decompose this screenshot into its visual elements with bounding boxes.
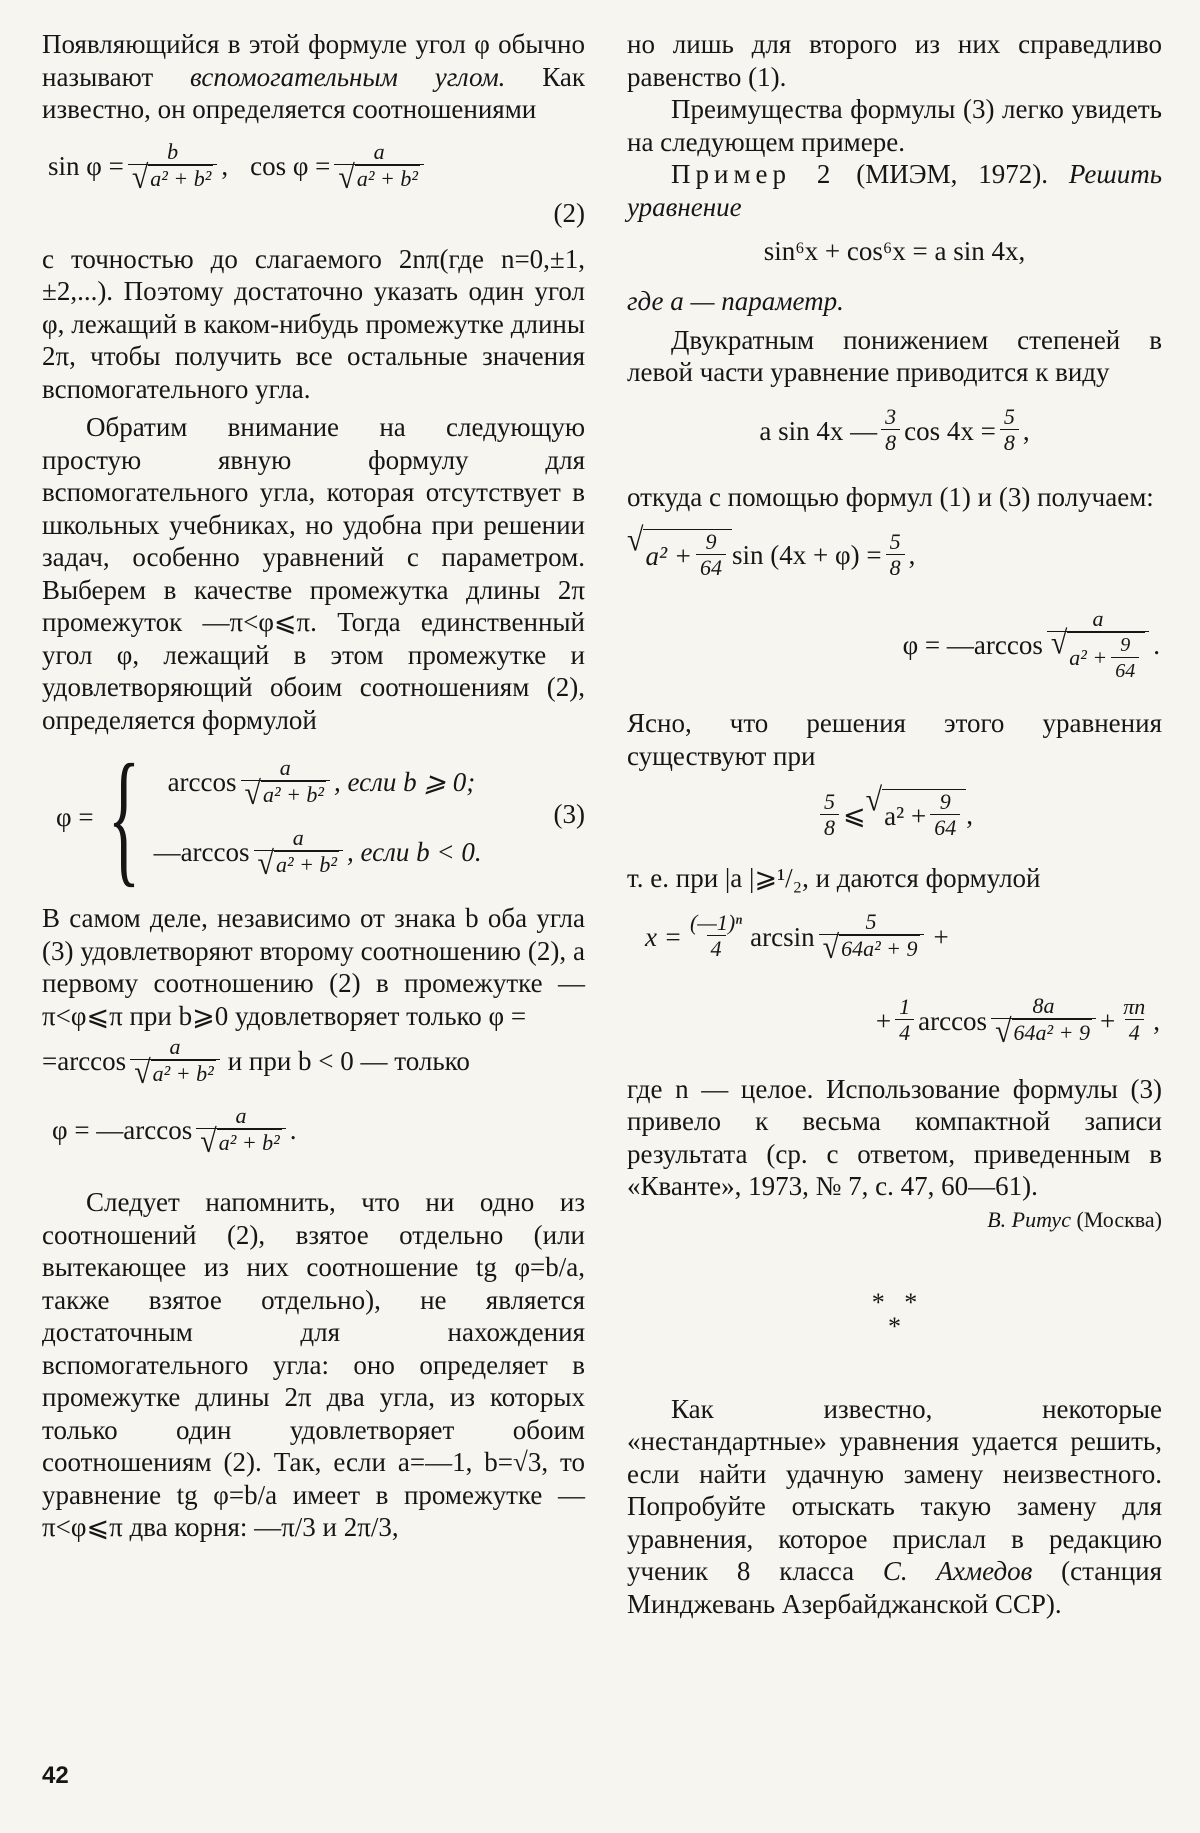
- denominator: [254, 844, 344, 882]
- denominator: [196, 1122, 286, 1160]
- radical-icon: √: [627, 522, 644, 559]
- eq-text: +: [1099, 1005, 1116, 1036]
- text: (МИЭМ, 1972).: [856, 159, 1048, 189]
- radicand: [1067, 632, 1145, 684]
- denominator: 64: [1111, 657, 1139, 684]
- numerator: a: [169, 1033, 181, 1059]
- denominator: 4: [1125, 1019, 1144, 1046]
- denominator: [128, 158, 218, 196]
- eq-text: и при b < 0 — только: [227, 1046, 470, 1076]
- section-divider: [627, 1287, 1162, 1341]
- eq-text: ,: [1153, 1005, 1160, 1036]
- fraction: [686, 911, 746, 962]
- paragraph: [627, 1393, 1162, 1621]
- fraction: [819, 909, 924, 966]
- paragraph: где n — целое. Использование формулы (3) привело к весьма компактной записи результата (ср. с ответом, приведенным в «Кванте», 1973, № 7, с. 47, 60—61).: [627, 1073, 1162, 1201]
- radical-icon: √: [244, 774, 261, 812]
- eq-text: ,: [908, 540, 916, 570]
- signature: [627, 1207, 1162, 1233]
- cases: [154, 747, 482, 887]
- eq-text: ,: [966, 800, 973, 830]
- equation: [627, 597, 1162, 693]
- denominator: [334, 158, 424, 196]
- numerator: 9: [1120, 633, 1131, 656]
- paragraph: [627, 285, 1162, 318]
- radical-icon: √: [134, 1053, 151, 1091]
- inline-equation: [42, 1090, 585, 1170]
- denominator: 64: [696, 554, 726, 581]
- inline-equation: [42, 1032, 585, 1090]
- numerator: (—1)ⁿ: [689, 910, 743, 935]
- eq-text: φ =: [56, 802, 94, 832]
- paragraph: Преимущества формулы (3) легко увидеть на следующем примере.: [627, 94, 1162, 157]
- paragraph: [42, 902, 585, 1032]
- denominator: 8: [820, 814, 839, 841]
- denominator: [819, 929, 924, 966]
- text: Появляющийся в этой формуле угол φ обычно называют: [42, 29, 585, 92]
- equation-number: (2): [553, 197, 585, 228]
- paragraph: т. е. при |a |⩾¹/₂, и даются формулой: [627, 863, 1041, 893]
- radicand: a² + b²: [275, 851, 338, 877]
- eq-text: sin⁶x + cos⁶x = a sin 4x,: [763, 236, 1026, 266]
- eq-text: +: [933, 921, 949, 952]
- sqrt: [200, 1122, 282, 1160]
- numerator: 5: [889, 528, 901, 554]
- sqrt: [131, 158, 214, 196]
- denominator: 4: [895, 1019, 914, 1046]
- fraction: [1119, 995, 1149, 1046]
- author-name: В. Ритус: [987, 1206, 1071, 1232]
- eq-text: φ = —arccos: [52, 1115, 193, 1145]
- denominator: 8: [886, 554, 905, 581]
- eq-text: .: [1153, 630, 1160, 660]
- eq-text: —arccos: [153, 837, 250, 867]
- paragraph: [627, 158, 1162, 223]
- numerator: a: [373, 138, 385, 164]
- fraction: [930, 790, 960, 841]
- numerator: b: [167, 138, 179, 164]
- radicand: [882, 789, 966, 841]
- numerator: a: [279, 754, 291, 780]
- eq-text: ⩽: [843, 800, 866, 830]
- numerator: 5: [1003, 404, 1015, 429]
- sqrt: [338, 158, 420, 196]
- sqrt: [1050, 624, 1145, 684]
- paragraph: с точностью до слагаемого 2nπ(где n=0,±1,±2,...). Поэтому достаточно указать один угол φ, лежащий в каком-нибудь промежутке длины 2π, чтобы получить все остальные значения вспомогательного угла.: [42, 243, 585, 404]
- numerator: 3: [885, 404, 897, 429]
- case-1: [154, 747, 482, 817]
- stars-bottom: *: [888, 1311, 901, 1341]
- radicand: a² + b²: [356, 165, 418, 191]
- sqrt: [134, 1053, 216, 1091]
- fraction: [196, 1102, 286, 1160]
- paragraph: Обратим внимание на следующую простую явную формулу для вспомогательного угла, которая отсутствует в школьных учебниках, но удобна при решении задач, особенно уравнений с параметром. Выберем в качестве промежутка длины 2π промежуток —π<φ⩽π. Тогда единственный угол φ, лежащий в этом промежутке и удовлетворяющий обоим соотношениям (2), определяется формулой: [42, 412, 585, 735]
- eq-text: cos 4x =: [904, 415, 996, 446]
- denominator: 8: [1000, 429, 1019, 456]
- eq-text: a² +: [884, 800, 927, 831]
- text: В самом деле, независимо от знака b оба угла (3) удовлетворяют второму соотношению (2), а первому соотношению (2) в промежутке —π<φ⩽π при b⩾0 удовлетворяет только φ =: [42, 903, 585, 1031]
- denominator: 4: [707, 935, 726, 962]
- equation: [627, 979, 1162, 1063]
- radicand: 64a² + 9: [841, 936, 918, 961]
- denominator: [130, 1053, 220, 1091]
- denominator: [991, 1013, 1096, 1050]
- emphasis: где a — параметр.: [627, 286, 844, 316]
- paragraph: но лишь для второго из них справедливо равенство (1).: [627, 29, 1162, 92]
- fraction: [895, 995, 914, 1046]
- fraction: [1047, 607, 1149, 684]
- fraction: [991, 993, 1096, 1050]
- eq-text: sin φ =: [48, 151, 124, 181]
- sqrt: [244, 774, 327, 812]
- radical-icon: √: [995, 1013, 1012, 1050]
- numerator: πn: [1123, 994, 1146, 1019]
- eq-text: a² +: [645, 540, 693, 571]
- numerator: 9: [939, 789, 951, 814]
- emphasis: Решить уравнение: [627, 159, 1162, 222]
- emphasis: С. Ахмедов: [882, 1556, 1033, 1586]
- radicand: a² + b²: [218, 1129, 280, 1155]
- author-city: (Москва): [1076, 1206, 1162, 1232]
- paragraph: откуда с помощью формул (1) и (3) получаем:: [627, 481, 1154, 512]
- numerator: 5: [824, 788, 836, 814]
- paragraph: [42, 28, 585, 126]
- radical-icon: √: [338, 158, 355, 196]
- denominator: [1047, 624, 1149, 684]
- eq-text: , если b < 0.: [347, 837, 482, 867]
- numerator: 9: [705, 529, 717, 554]
- fraction: [886, 530, 905, 581]
- text: Пример 2: [671, 159, 836, 189]
- equation-3: [42, 734, 585, 900]
- stars-top: * *: [871, 1287, 918, 1317]
- denominator: 8: [881, 429, 900, 456]
- eq-text: arcsin: [750, 921, 815, 952]
- radicand: a² + b²: [152, 1060, 214, 1086]
- eq-text: , если b ⩾ 0;: [334, 767, 476, 797]
- sqrt: [995, 1013, 1092, 1050]
- sqrt: [627, 522, 732, 581]
- text: (станция Минджевань Азербайджанской ССР).: [627, 1556, 1163, 1619]
- fraction: [696, 530, 726, 581]
- eq-text: φ = —arccos: [902, 630, 1043, 660]
- equation-2: sin φ = b √ a² + b² , cos φ = a √ a² + b²: [42, 140, 585, 193]
- numerator: a: [1092, 605, 1104, 631]
- denominator: [241, 774, 331, 812]
- sqrt: [865, 782, 967, 841]
- eq-text: arccos: [167, 767, 237, 797]
- radicand: a² + b²: [262, 781, 325, 807]
- left-brace-icon: {: [107, 734, 140, 900]
- eq-text: +: [875, 1005, 892, 1036]
- eq-text: sin (4x + φ) =: [732, 540, 882, 570]
- eq-text: ,: [1022, 415, 1030, 446]
- radical-icon: √: [865, 782, 883, 819]
- numerator: 1: [899, 994, 911, 1019]
- paragraph: Двукратным понижением степеней в левой части уравнение приводится к виду: [627, 324, 1162, 387]
- eq-text: a sin 4x —: [759, 415, 878, 446]
- paragraph: Следует напомнить, что ни одно из соотношений (2), взятое отдельно (или вытекающее из них соотношение tg φ=b/a, также взятое отдельно), не является достаточным для нахождения вспомогательного угла: оно определяет в промежутке длины 2π два угла, из которых только один удовлетворяет обоим соотношениям (2). Так, если a=—1, b=√3, то уравнение tg φ=b/a имеет в промежутке —π<φ⩽π два корня: —π/3 и 2π/3,: [42, 1187, 585, 1542]
- fraction: [128, 138, 218, 196]
- text: Как известно, некоторые «нестандартные» уравнения удается решить, если найти удачную замену неизвестного. Попробуйте отыскать такую замену для уравнения, которое прислал в редакцию ученик 8 класса: [627, 1393, 1162, 1586]
- equation: [627, 389, 1162, 473]
- fraction: [334, 138, 424, 196]
- eq-text: x =: [645, 921, 682, 952]
- denominator: 64: [930, 814, 960, 841]
- equation: [627, 772, 1162, 858]
- fraction: [1111, 633, 1139, 684]
- left-column: [42, 28, 585, 1544]
- sqrt: [257, 844, 340, 882]
- fraction: [881, 405, 900, 456]
- sqrt: [822, 929, 920, 966]
- radicand: a² + b²: [150, 165, 212, 191]
- text: Как известно, он определяется соотношениями: [42, 61, 586, 124]
- numerator: 5: [865, 909, 877, 934]
- radical-icon: √: [200, 1122, 217, 1160]
- eq-text: cos φ =: [250, 151, 331, 181]
- fraction: [1000, 405, 1019, 456]
- radicand: [643, 529, 732, 581]
- page-number: 42: [42, 1762, 69, 1789]
- eq-text: arccos: [918, 1005, 988, 1036]
- equation: [627, 223, 1162, 279]
- case-2: [154, 817, 482, 887]
- eq-text: a² +: [1069, 645, 1108, 670]
- eq-text: .: [289, 1115, 297, 1145]
- numerator: a: [235, 1102, 247, 1128]
- equation: [627, 895, 1162, 979]
- radical-icon: √: [822, 929, 840, 966]
- numerator: a: [292, 824, 304, 850]
- fraction: [130, 1033, 220, 1091]
- paragraph: Ясно, что решения этого уравнения существуют при: [627, 708, 1162, 771]
- emphasis: вспомогательным углом.: [190, 61, 506, 92]
- right-column: [627, 28, 1162, 1620]
- equation: [627, 513, 1162, 597]
- radicand: 64a² + 9: [1013, 1020, 1090, 1045]
- fraction: [254, 824, 344, 882]
- radical-icon: √: [257, 844, 274, 882]
- fraction: [820, 790, 839, 841]
- eq-text: =arccos: [42, 1046, 127, 1076]
- equation-number: (3): [553, 799, 585, 829]
- radical-icon: √: [131, 158, 149, 196]
- radical-icon: √: [1050, 624, 1068, 661]
- fraction: [241, 754, 331, 812]
- numerator: 8a: [1032, 993, 1055, 1018]
